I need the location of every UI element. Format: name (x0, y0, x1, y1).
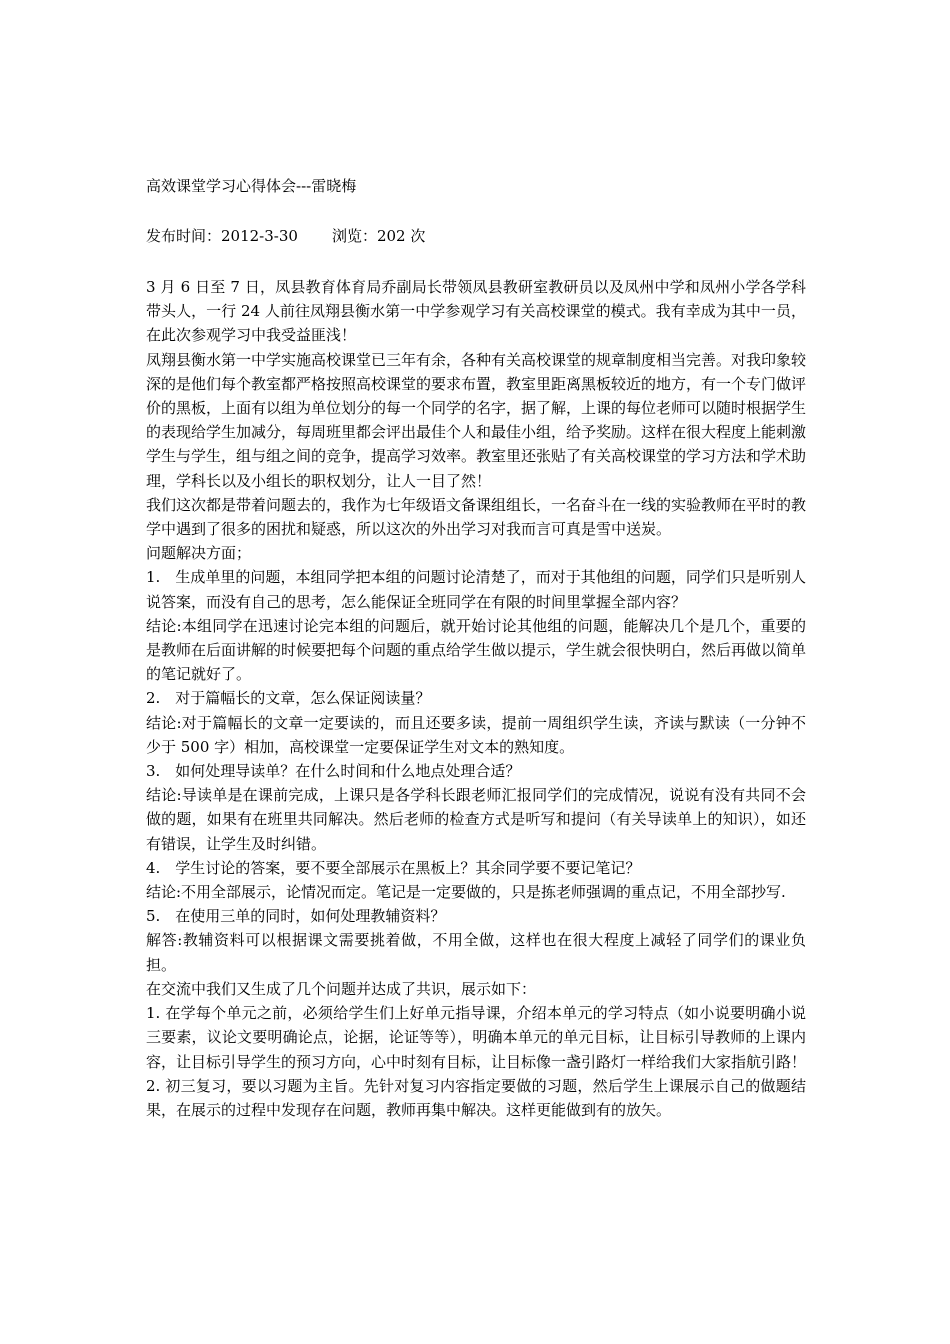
paragraph: 3. 如何处理导读单？在什么时间和什么地点处理合适？ (146, 762, 521, 781)
paragraph: 凤翔县衡水第一中学实施高校课堂已三年有余，各种有关高校课堂的规章制度相当完善。对我印象较深的是他们每个教室都严格按照高校课堂的要求布置，教室里距离黑板较近的地方，有一个专门做评价的黑板，上面有以组为单位划分的每一个同学的名字，据了解，上课的每位老师可以随时根据学生的表现给学生加减分，每周班里都会评出最佳个人和最佳小组，给予奖励。这样在很大程度上能刺激学生与学生，组与组之间的竞争，提高学习效率。教室里还张贴了有关高校课堂的学习方法和学术助理，学科长以及小组长的职权划分，让人一目了然！ (146, 350, 807, 490)
paragraph: 结论:导读单是在课前完成，上课只是各学科长跟老师汇报同学们的完成情况，说说有没有共同不会做的题，如果有在班里共同解决。然后老师的检查方式是听写和提问（有关导读单上的知识），如还有错误，让学生及时纠错。 (146, 786, 806, 853)
paragraph: 2. 对于篇幅长的文章，怎么保证阅读量？ (146, 689, 431, 708)
paragraph: 结论:不用全部展示，论情况而定。笔记是一定要做的，只是拣老师强调的重点记，不用全部抄写. (146, 883, 786, 902)
paragraph: 1. 在学每个单元之前，必须给学生们上好单元指导课，介绍本单元的学习特点（如小说要明确小说三要素，议论文要明确论点，论据，论证等等），明确本单元的单元目标，让目标引导教师的上课内容，让目标引导学生的预习方向，心中时刻有目标，让目标像一盏引路灯一样给我们大家指航引路！ (146, 1004, 807, 1071)
paragraph: 1. 生成单里的问题，本组同学把本组的问题讨论清楚了，而对于其他组的问题，同学们只是听别人说答案，而没有自己的思考，怎么能保证全班同学在有限的时间里掌握全部内容？ (146, 568, 806, 611)
document-meta (146, 226, 425, 246)
paragraph: 5. 在使用三单的同时，如何处理教辅资料？ (146, 907, 446, 926)
paragraph: 结论:对于篇幅长的文章一定要读的，而且还要多读，提前一周组织学生读，齐读与默读（一分钟不少于 500 字）相加，高校课堂一定要保证学生对文本的熟知度。 (146, 713, 806, 756)
document-title: 高效课堂学习心得体会---雷晓梅 (146, 177, 357, 195)
paragraph: 问题解决方面； (146, 544, 252, 563)
paragraph: 2. 初三复习，要以习题为主旨。先针对复习内容指定要做的习题，然后学生上课展示自己的做题结果，在展示的过程中发现存在问题，教师再集中解决。这样更能做到有的放矢。 (146, 1076, 806, 1119)
view-count: 浏览：202 次 (331, 227, 426, 245)
document-body (146, 275, 806, 1122)
publish-date: 发布时间：2012-3-30 (146, 227, 298, 245)
paragraph: 我们这次都是带着问题去的，我作为七年级语文备课组组长，一名奋斗在一线的实验教师在平时的教学中遇到了很多的困扰和疑惑，所以这次的外出学习对我而言可真是雪中送炭。 (146, 495, 807, 539)
paragraph: 4. 学生讨论的答案，要不要全部展示在黑板上？其余同学要不要记笔记？ (146, 858, 641, 877)
paragraph: 3 月 6 日至 7 日，凤县教育体育局乔副局长带领凤县教研室教研员以及凤州中学和凤州小学各学科带头人，一行 24 人前往凤翔县衡水第一中学参观学习有关高校课堂的模式。我有幸成为其中一员，在此次参观学习中我受益匪浅！ (146, 278, 806, 345)
paragraph: 在交流中我们又生成了几个问题并达成了共识，展示如下： (146, 979, 537, 998)
paragraph: 解答:教辅资料可以根据课文需要挑着做，不用全做，这样也在很大程度上减轻了同学们的课业负担。 (146, 931, 806, 974)
paragraph: 结论:本组同学在迅速讨论完本组的问题后，就开始讨论其他组的问题，能解决几个是几个，重要的是教师在后面讲解的时候要把每个问题的重点给学生做以提示，学生就会很快明白，然后再做以简单的笔记就好了。 (146, 616, 807, 684)
